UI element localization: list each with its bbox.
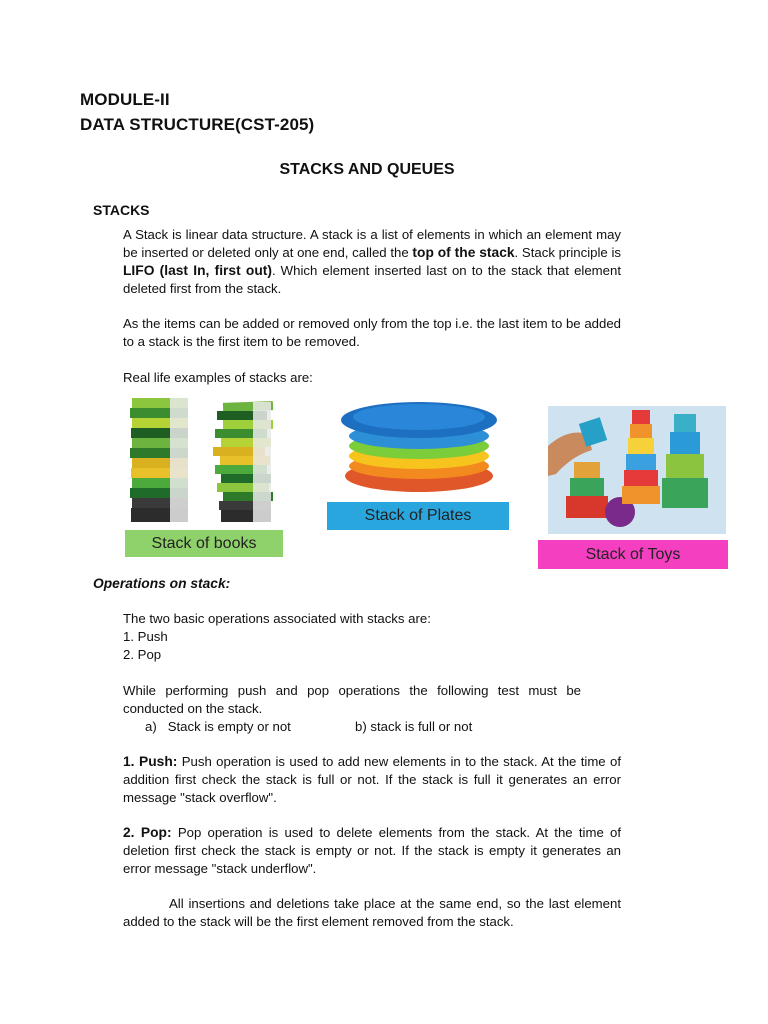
push-text: Push operation is used to add new elements in to the stack. At the time of addition first check the stack is full or not. If the stack is full it generates an error message "stack overflow".: [123, 754, 622, 805]
stack-items-paragraph: As the items can be added or removed only from the top i.e. the last item to be added to a stack is the first item to be removed.: [123, 316, 621, 349]
list-item: 1. Push: [123, 629, 168, 644]
push-paragraph: [123, 753, 621, 807]
test-condition-a: a) Stack is empty or not: [145, 719, 291, 734]
closing-paragraph: All insertions and deletions take place at the same end, so the last element added to the stack will be the first element removed from the stack.: [123, 896, 621, 929]
paragraph-text: . Which element inserted last on to the stack that element deleted first from the stack.: [123, 263, 621, 296]
stack-of-plates-figure: [327, 396, 509, 532]
test-condition-b: b) stack is full or not: [355, 719, 473, 734]
list-item: 2. Pop: [123, 647, 162, 662]
stack-definition-paragraph: [123, 226, 621, 298]
pop-paragraph: [123, 824, 621, 878]
plates-caption: Stack of Plates: [327, 502, 509, 530]
paragraph-text: A Stack is linear data structure. A stack is a list of elements in which an element may be inserted or deleted only at one end, called the: [123, 227, 621, 260]
toys-caption: Stack of Toys: [538, 540, 728, 569]
course-heading: DATA STRUCTURE(CST-205): [80, 115, 315, 134]
section-heading-stacks: STACKS: [93, 202, 150, 218]
section-heading-operations: Operations on stack:: [93, 576, 231, 591]
paragraph-text: . Stack principle is: [514, 245, 621, 260]
stack-of-toys-figure: [538, 406, 728, 569]
pop-text: Pop operation is used to delete elements from the stack. At the time of deletion first check the stack is empty or not. If the stack is empty it generates an error message "stack underflow".: [123, 825, 622, 876]
test-paragraph: While performing push and pop operations the following test must be conducted on the stack.: [123, 683, 581, 716]
examples-intro: Real life examples of stacks are:: [123, 370, 313, 385]
stack-of-books-figure: [125, 396, 285, 560]
books-illustration: [125, 396, 285, 528]
plates-illustration: [327, 396, 509, 502]
operations-intro: The two basic operations associated with stacks are:: [123, 611, 431, 626]
bold-term-lifo: LIFO (last In, first out): [123, 263, 272, 278]
module-heading: MODULE-II: [80, 90, 170, 109]
push-label: 1. Push:: [123, 754, 178, 769]
bold-term-top-of-stack: top of the stack: [412, 245, 515, 260]
page-title: STACKS AND QUEUES: [279, 161, 455, 178]
pop-label: 2. Pop:: [123, 825, 172, 840]
books-caption: Stack of books: [125, 530, 283, 557]
toys-illustration: [548, 406, 726, 534]
